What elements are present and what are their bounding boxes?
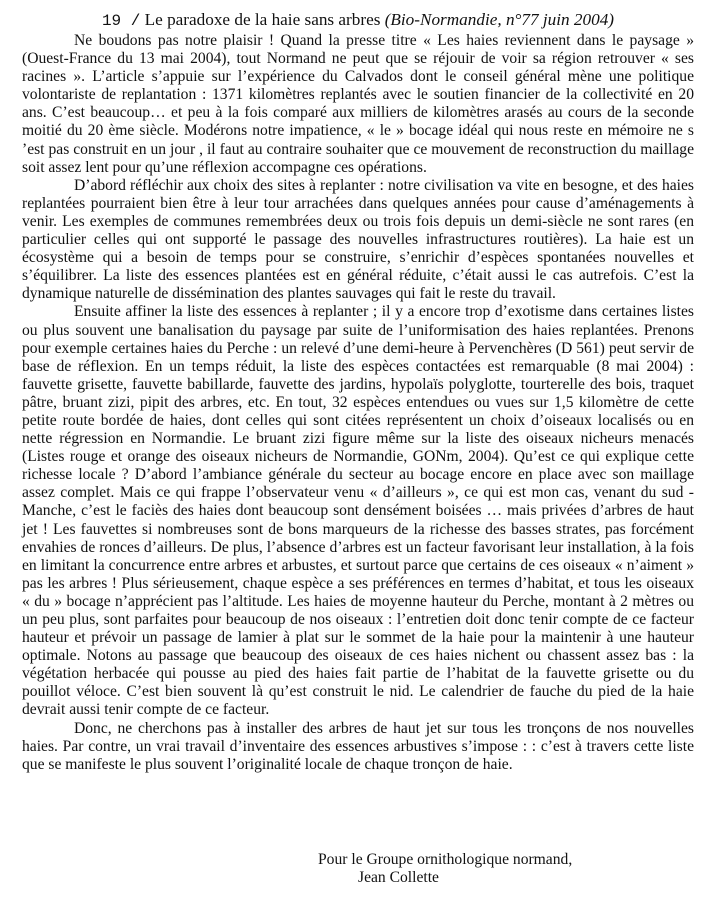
paragraph-intro: Ne boudons pas notre plaisir ! Quand la presse titre « Les haies reviennent dans le paysage » (Ouest-France du 13 mai 2004), tout Normand ne peut que se réjouir de voir sa région retrouver « ses racines ». L’article s’appuie sur l’expérience du Calvados dont le conseil général mène une politique volontariste de replantation : 1371 kilomètres replantés avec le soutien financier de la collectivité en 20 ans. C’est beaucoup… et peu à la fois comparé aux milliers de kilomètres arasés au cours de la seconde moitié du 20 ème siècle. Modérons notre impatience, « le » bocage idéal qui nous reste en mémoire ne s ’est pas construit en un jour , il faut au contraire souhaiter que ce mouvement de reconstruction du maillage soit assez lent pour qu’une réflexion accompagne ces opérations. (22, 32, 694, 176)
paragraph-conclusion: Donc, ne cherchons pas à installer des arbres de haut jet sur tous les tronçons de nos nouvelles haies. Par contre, un vrai travail d’inventaire des essences arbustives s’impose : : c’est à travers cette liste que se manifeste le plus souvent l’originalité locale de chaque tronçon de haie. (22, 719, 694, 773)
paragraph-site-choice: D’abord réfléchir aux choix des sites à replanter : notre civilisation va vite en besogne, et des haies replantées pourraient bien être à leur tour arrachées dans quelques années pour cause d’aménagements à venir. Les exemples de communes remembrées deux ou trois fois depuis un demi-siècle ne sont rares (en particulier celles qui ont supporté le passage des nouvelles infrastructures routières). La haie est un écosystème qui a besoin de temps pour se construire, s’enrichir d’espèces spontanées nouvelles et s’équilibrer. La liste des essences plantées est en général réduite, c’était aussi le cas autrefois. C’est la dynamique naturelle de dissémination des plantes sauvages qui fait le reste du travail. (22, 176, 694, 303)
article-heading: Le paradoxe de la haie sans arbres (144, 10, 381, 29)
signature-organization: Pour le Groupe ornithologique normand, (318, 851, 573, 868)
article-number: 19 / (101, 12, 141, 30)
paragraph-species-list: Ensuite affiner la liste des essences à replanter ; il y a encore trop d’exotisme dans certaines listes ou plus souvent une banalisation du paysage par suite de l’uniformisation des haies replantées. Prenons pour exemple certaines haies du Perche : un relevé d’une demi-heure à Pervenchères (D 561) peut servir de base de réflexion. En un temps réduit, la liste des espèces contactées est remarquable (8 mai 2004) : fauvette grisette, fauvette babillarde, fauvette des jardins, hypolaïs polyglotte, tourterelle des bois, traquet pâtre, bruant zizi, pipit des arbres, etc. En tout, 32 espèces entendues ou vues sur 1,5 kilomètre de cette petite route bordée de haies, dont celles qui sont citées représentent un choix d’oiseaux localisés ou en nette régression en Normandie. Le bruant zizi figure même sur la liste des oiseaux nicheurs menacés (Listes rouge et orange des oiseaux nicheurs de Normandie, GONm, 2004). Qu’est ce qui explique cette richesse locale ? D’abord l’ambiance générale du secteur au bocage encore en place avec son maillage assez complet. Mais ce qui frappe l’observateur venu « d’ailleurs », ce qui est mon cas, venant du sud - Manche, c’est le faciès des haies dont beaucoup sont densément boisées … mais privées d’arbres de haut jet ! Les fauvettes si nombreuses sont de bons marqueurs de la richesse des basses strates, pas forcément envahies de ronces d’ailleurs. De plus, l’absence d’arbres est un facteur favorisant leur installation, à la fois en limitant la concurrence entre arbres et arbustes, et surtout parce que certains de ces oiseaux « n’aiment » pas les arbres ! Plus sérieusement, chaque espèce a ses préférences en termes d’habitat, et tous les oiseaux « du » bocage n’apprécient pas l’altitude. Les haies de moyenne hauteur du Perche, montant à 2 mètres ou un peu plus, sont parfaites pour beaucoup de nos oiseaux : l’entretien doit donc tenir compte de ce facteur hauteur et prévoir un passage de lamier à plat sur le sommet de la haie pour la maintenir à une hauteur optimale. Notons au passage que beaucoup des oiseaux de ces haies nichent ou chassent assez bas : la végétation herbacée qui pousse au pied des haies fait partie de l’habitat de la fauvette grisette ou du pouillot véloce. C’est bien souvent là qu’est construit le nid. Le calendrier de fauche du pied de la haie devrait aussi tenir compte de ce facteur. (22, 303, 694, 719)
article-title (22, 9, 694, 32)
article-body (22, 32, 694, 774)
article-page (22, 9, 694, 774)
signature-author: Jean Collette (358, 869, 439, 886)
article-source: (Bio-Normandie, n°77 juin 2004) (384, 10, 615, 29)
